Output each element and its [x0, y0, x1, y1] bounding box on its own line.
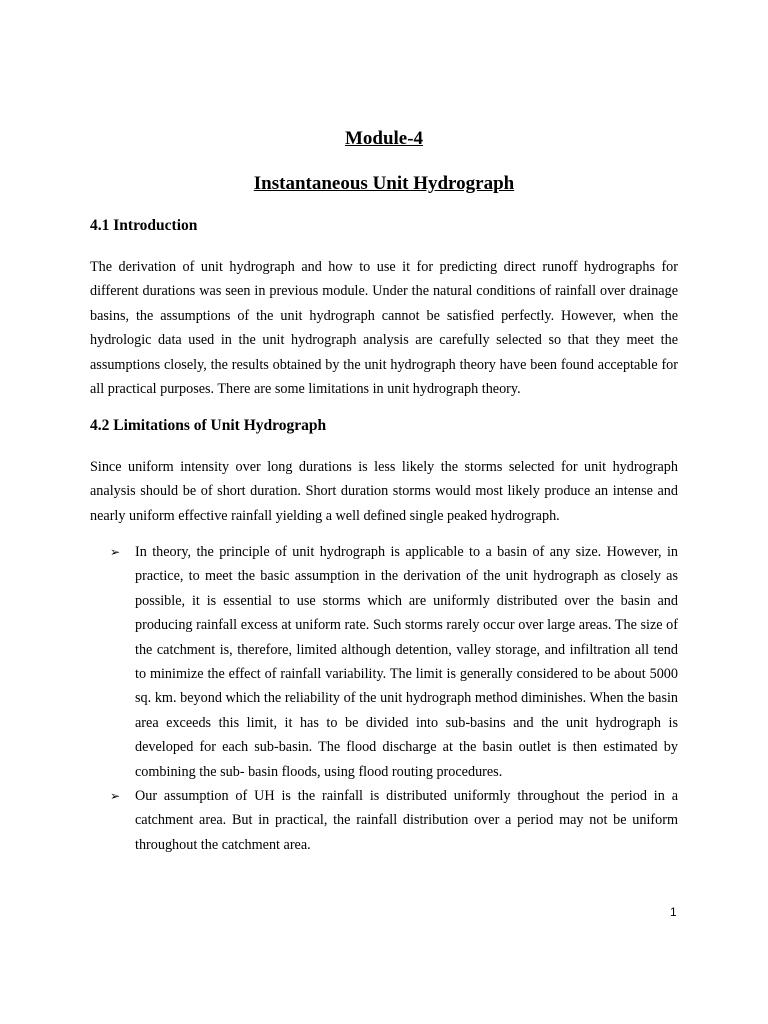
- document-title: Instantaneous Unit Hydrograph: [253, 173, 515, 194]
- limitations-bullet-list: [110, 540, 678, 857]
- bullet-text: In theory, the principle of unit hydrograph is applicable to a basin of any size. However, in practice, to meet the basic assumption in the derivation of the unit hydrograph as closely as possible, it is essential to use storms which are uniformly distributed over the basin and producing rainfall excess at uniform rate. Such storms rarely occur over large areas. The size of the catchment is, therefore, limited although detention, valley storage, and infiltration all tend to minimize the effect of rainfall variability. The limit is generally considered to be about 5000 sq. km. beyond which the reliability of the unit hydrograph method diminishes. When the basin area exceeds this limit, it has to be divided into sub-basins and the unit hydrograph is developed for each sub-basin. The flood discharge at the basin outlet is then estimated by combining the sub- basin floods, using flood routing procedures.: [135, 544, 678, 780]
- page-number: 1: [670, 905, 677, 919]
- module-title: Module-4: [344, 128, 424, 149]
- arrow-bullet-icon: ➢: [110, 789, 121, 804]
- list-item: [110, 540, 678, 784]
- bullet-text: Our assumption of UH is the rainfall is distributed uniformly throughout the period in a catchment area. But in practical, the rainfall distribution over a period may not be uniform throughout the catchment area.: [135, 788, 678, 853]
- arrow-bullet-icon: ➢: [110, 545, 121, 559]
- list-item: [110, 784, 678, 857]
- section-heading-limitations: 4.2 Limitations of Unit Hydrograph: [90, 417, 327, 434]
- limitations-paragraph: Since uniform intensity over long durations is less likely the storms selected for unit hydrograph analysis should be of short duration. Short duration storms would most likely produce an intense and nearly uniform effective rainfall yielding a well defined single peaked hydrograph.: [90, 459, 678, 524]
- introduction-paragraph: The derivation of unit hydrograph and how to use it for predicting direct runoff hydrographs for different durations was seen in previous module. Under the natural conditions of rainfall over drainage basins, the assumptions of the unit hydrograph cannot be satisfied perfectly. However, when the hydrologic data used in the unit hydrograph analysis are carefully selected so that they meet the assumptions closely, the results obtained by the unit hydrograph theory have been found acceptable for all practical purposes. There are some limitations in unit hydrograph theory.: [90, 259, 678, 398]
- section-heading-introduction: 4.1 Introduction: [90, 217, 198, 234]
